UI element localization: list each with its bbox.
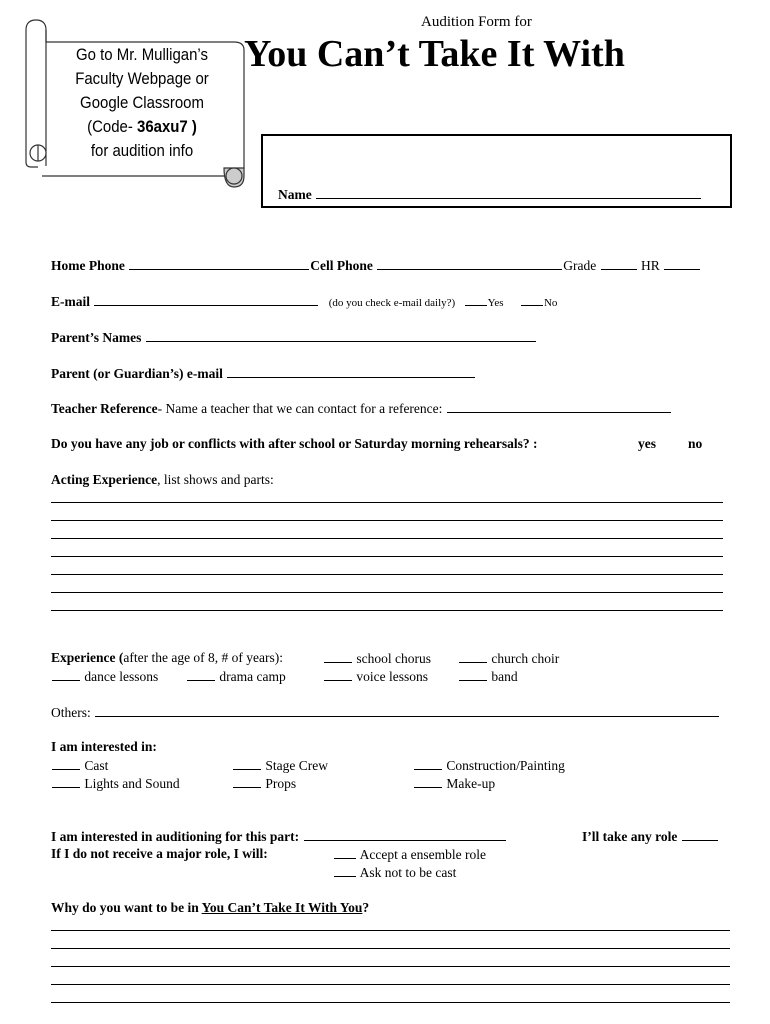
no-major-label: If I do not receive a major role, I will: [51,846,268,861]
exp-church-choir [458,650,559,667]
acting-line[interactable] [51,556,723,557]
acting-line[interactable] [51,538,723,539]
church-choir-field[interactable] [459,650,487,663]
experience-label-bold: Experience ( [51,650,124,665]
acting-line[interactable] [51,502,723,503]
acting-row [51,472,274,488]
why-line[interactable] [51,948,730,949]
grade-field[interactable] [601,257,637,270]
stage-crew-label: Stage Crew [265,758,328,773]
exp-band [458,668,518,685]
audition-part-row [51,828,507,845]
props-field[interactable] [233,775,261,788]
email-no-label: No [543,297,558,309]
why-title: You Can’t Take It With You [201,900,363,915]
why-question [51,900,369,916]
code-prefix: (Code- [87,117,137,136]
why-prefix: Why do you want to be in [51,900,202,915]
construction-label: Construction/Painting [446,758,565,773]
conflicts-no[interactable]: no [688,436,703,451]
others-row [51,704,720,721]
acting-text: , list shows and parts: [157,472,274,487]
parents-names-field[interactable] [146,329,536,342]
phone-row [51,257,701,274]
teacher-ref-text: - Name a teacher that we can contact for a reference: [157,401,443,416]
classroom-code: 36axu7 [136,117,188,136]
acting-line[interactable] [51,574,723,575]
any-role-field[interactable] [682,828,718,841]
interest-makeup [413,775,495,792]
why-line[interactable] [51,930,730,931]
school-chorus-label: school chorus [356,651,431,666]
email-field[interactable] [94,293,318,306]
others-label: Others: [51,705,91,720]
lights-sound-label: Lights and Sound [84,776,180,791]
any-role-row [582,828,719,845]
parent-email-field[interactable] [227,365,475,378]
scroll-note [63,43,221,163]
acting-line[interactable] [51,610,723,611]
scroll-note-line: Google Classroom [80,93,204,112]
audition-part-field[interactable] [304,828,506,841]
acting-label: Acting Experience [51,472,158,487]
email-check-text: (do you check e-mail daily?) [328,297,456,309]
stage-crew-field[interactable] [233,757,261,770]
home-phone-field[interactable] [129,257,309,270]
construction-field[interactable] [414,757,442,770]
conflicts-question: Do you have any job or conflicts with after school or Saturday morning rehearsals? : [51,436,538,451]
interest-props [232,775,296,792]
why-line[interactable] [51,966,730,967]
teacher-ref-label: Teacher Reference [51,401,158,416]
hr-field[interactable] [664,257,700,270]
name-row [278,186,702,203]
dance-lessons-label: dance lessons [84,669,159,684]
audition-part-label: I am interested in auditioning for this part: [51,829,300,844]
name-label: Name [278,187,312,202]
form-title: You Can’t Take It With [244,33,625,75]
email-no-checkbox[interactable] [521,293,543,306]
why-line[interactable] [51,1002,730,1003]
any-role-label: I’ll take any role [582,829,678,844]
name-field[interactable] [316,186,701,199]
email-yes-checkbox[interactable] [465,293,487,306]
home-phone-label: Home Phone [51,258,125,273]
cell-phone-field[interactable] [377,257,562,270]
interests-heading: I am interested in: [51,739,157,754]
drama-camp-field[interactable] [187,668,215,681]
scroll-note-line: Faculty Webpage or [75,69,209,88]
interest-stage-crew [232,757,328,774]
exp-dance-lessons [51,668,158,685]
makeup-field[interactable] [414,775,442,788]
code-suffix: ) [187,117,197,136]
props-label: Props [265,776,297,791]
why-line[interactable] [51,984,730,985]
drama-camp-label: drama camp [219,669,286,684]
hr-label: HR [640,258,660,273]
accept-ensemble-label: Accept a ensemble role [359,847,486,862]
form-subtitle: Audition Form for [421,14,532,30]
dance-lessons-field[interactable] [52,668,80,681]
accept-ensemble-row [333,846,486,863]
experience-label-text: after the age of 8, # of years): [123,650,284,665]
parents-row [51,329,537,346]
church-choir-label: church choir [491,651,560,666]
exp-drama-camp [186,668,286,685]
ask-not-cast-label: Ask not to be cast [359,865,457,880]
parent-email-label: Parent (or Guardian’s) e-mail [51,366,223,381]
interest-lights-sound [51,775,180,792]
acting-line[interactable] [51,592,723,593]
exp-voice-lessons [323,668,428,685]
cast-label: Cast [84,758,109,773]
scroll-note-line: Go to Mr. Mulligan’s [76,45,208,64]
email-row [51,293,557,311]
cell-phone-label: Cell Phone [310,258,373,273]
teacher-ref-row [51,400,672,417]
parents-names-label: Parent’s Names [51,330,142,345]
email-yes-label: Yes [487,297,504,309]
voice-lessons-field[interactable] [324,668,352,681]
band-label: band [491,669,518,684]
ask-not-cast-field[interactable] [334,864,356,877]
experience-label [51,650,283,666]
scroll-note-line: for audition info [90,141,194,160]
acting-line[interactable] [51,520,723,521]
accept-ensemble-field[interactable] [334,846,356,859]
teacher-ref-field[interactable] [447,400,671,413]
why-suffix: ? [362,900,370,915]
parent-email-row [51,365,476,382]
scroll-note-line [63,115,221,139]
interest-construction [413,757,565,774]
school-chorus-field[interactable] [324,650,352,663]
conflicts-yes[interactable]: yes [638,436,656,451]
exp-school-chorus [323,650,431,667]
others-field[interactable] [95,704,719,717]
band-field[interactable] [459,668,487,681]
grade-label: Grade [563,258,597,273]
lights-sound-field[interactable] [52,775,80,788]
interest-cast [51,757,108,774]
makeup-label: Make-up [446,776,496,791]
email-label: E-mail [51,294,90,309]
ask-not-cast-row [333,864,456,881]
voice-lessons-label: voice lessons [356,669,428,684]
cast-field[interactable] [52,757,80,770]
